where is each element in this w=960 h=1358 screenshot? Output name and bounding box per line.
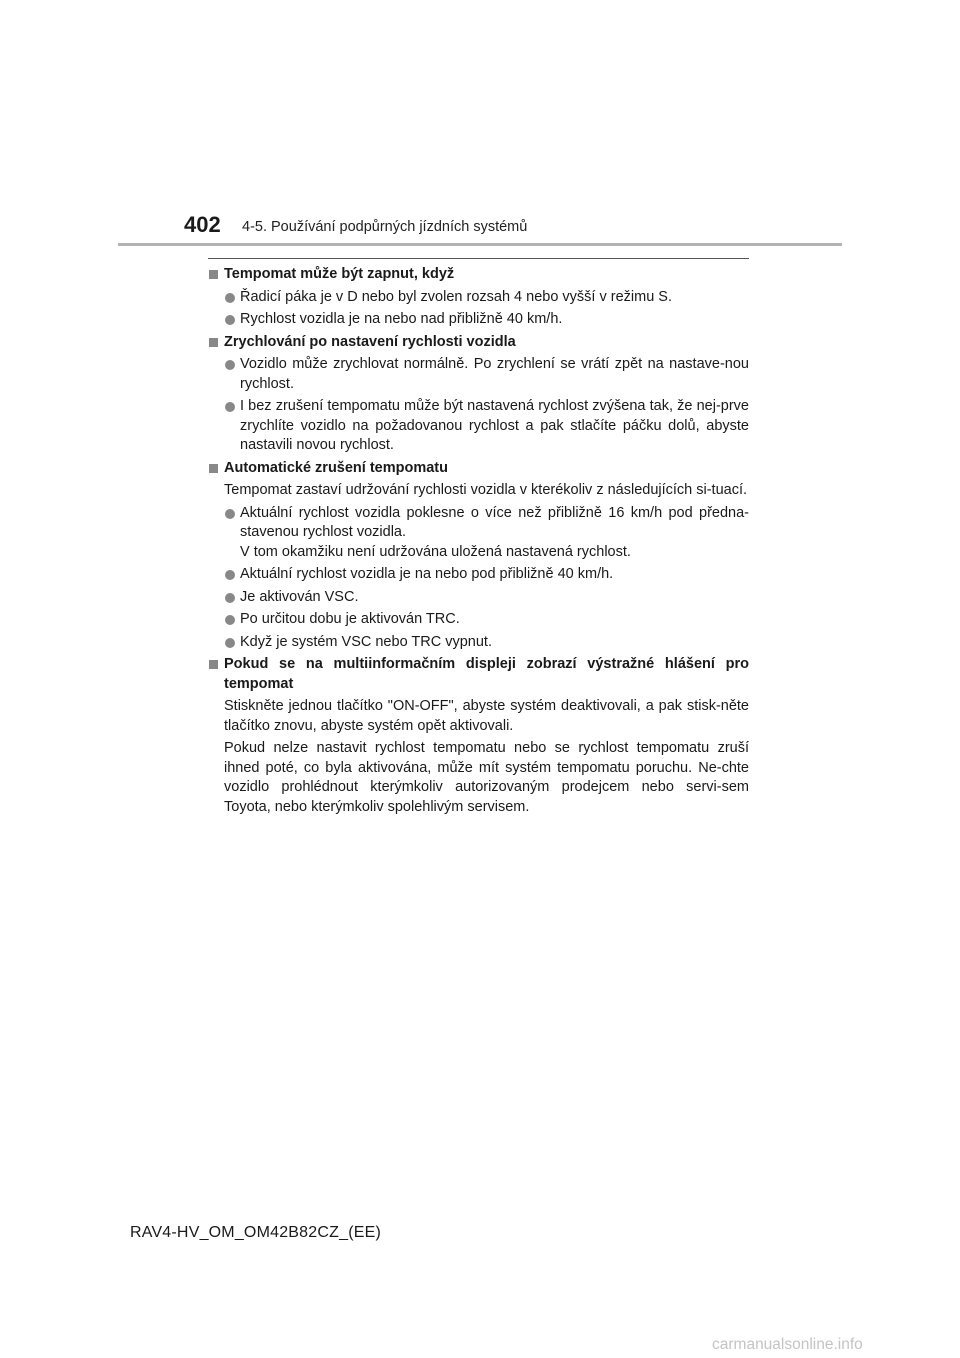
document-body: [208, 265, 749, 820]
page-header: [0, 0, 960, 250]
section: [208, 333, 749, 456]
list-item-line: Aktuální rychlost vozidla poklesne o více než přibližně 16 km/h pod předna-stavenou rychlost vozidla.: [240, 504, 749, 540]
section-paragraph: Stiskněte jednou tlačítko "ON-OFF", abyste systém deaktivovali, a pak stisk-něte tlačítko znovu, abyste systém opět aktivovali.: [224, 698, 749, 734]
list-item-text: [240, 504, 749, 563]
list-item-text: [240, 610, 749, 630]
circle-bullet-icon: [224, 588, 240, 608]
square-bullet-icon: [208, 333, 224, 353]
list-item: [224, 397, 749, 456]
list-item-line: Řadicí páka je v D nebo byl zvolen rozsah 4 nebo vyšší v režimu S.: [240, 288, 672, 305]
document-code: RAV4-HV_OM_OM42B82CZ_(EE): [130, 1224, 381, 1241]
list-item-text: [240, 288, 749, 308]
section-heading: [208, 333, 749, 353]
section-heading: [208, 459, 749, 479]
list-item-line: I bez zrušení tempomatu může být nastavená rychlost zvýšena tak, že nej-prve zrychlíte vozidlo na požadovanou rychlost a pak stlačíte páčku dolů, abyste nastavili novou rychlost.: [240, 398, 749, 453]
list-item-text: [240, 310, 749, 330]
list-item-line: V tom okamžiku není udržována uložená nastavená rychlost.: [240, 543, 631, 560]
circle-bullet-icon: [224, 397, 240, 456]
list-item: [224, 588, 749, 608]
list-item: [224, 565, 749, 585]
section-heading-text: Zrychlování po nastavení rychlosti vozidla: [224, 333, 516, 350]
list-item: [224, 288, 749, 308]
square-bullet-icon: [208, 655, 224, 694]
list-item-line: Aktuální rychlost vozidla je na nebo pod přibližně 40 km/h.: [240, 566, 614, 582]
list-item: [224, 310, 749, 330]
list-item: [224, 355, 749, 394]
section-heading: [208, 655, 749, 694]
content-divider: [208, 258, 749, 259]
list-item-line: Je aktivován VSC.: [240, 588, 359, 605]
circle-bullet-icon: [224, 565, 240, 585]
list-item-line: Vozidlo může zrychlovat normálně. Po zrychlení se vrátí zpět na nastave-nou rychlost.: [240, 356, 749, 392]
header-divider: [118, 243, 842, 246]
circle-bullet-icon: [224, 310, 240, 330]
list-item-text: [240, 588, 749, 608]
list-item: [224, 504, 749, 563]
circle-bullet-icon: [224, 504, 240, 563]
circle-bullet-icon: [224, 288, 240, 308]
section: [208, 265, 749, 330]
square-bullet-icon: [208, 459, 224, 479]
chapter-title: 4-5. Používání podpůrných jízdních systémů: [242, 219, 528, 235]
square-bullet-icon: [208, 265, 224, 285]
section-paragraph: Pokud nelze nastavit rychlost tempomatu nebo se rychlost tempomatu zruší ihned poté, co byla aktivována, může mít systém tempomatu poruchu. Ne-chte vozidlo prohlédnout kterýmkoliv autorizovaným prodejcem nebo servi-sem Toyota, nebo kterýmkoliv spolehlivým servisem.: [224, 740, 749, 815]
section: [208, 459, 749, 653]
circle-bullet-icon: [224, 633, 240, 653]
list-item-line: Když je systém VSC nebo TRC vypnut.: [240, 633, 492, 650]
section-paragraph: Tempomat zastaví udržování rychlosti vozidla v kterékoliv z následujících si-tuací.: [224, 482, 748, 498]
circle-bullet-icon: [224, 610, 240, 630]
page-number: 402: [184, 212, 221, 237]
section-heading-text: Automatické zrušení tempomatu: [224, 459, 448, 476]
list-item-text: [240, 397, 749, 456]
list-item: [224, 633, 749, 653]
list-item: [224, 610, 749, 630]
list-item-text: [240, 355, 749, 394]
section-heading-text: Tempomat může být zapnut, když: [224, 266, 455, 282]
list-item-text: [240, 633, 749, 653]
list-item-line: Po určitou dobu je aktivován TRC.: [240, 611, 460, 627]
circle-bullet-icon: [224, 355, 240, 394]
list-item-text: [240, 565, 749, 585]
section-heading-text: Pokud se na multiinformačním displeji zobrazí výstražné hlášení pro tempomat: [224, 656, 749, 692]
list-item-line: Rychlost vozidla je na nebo nad přibližně 40 km/h.: [240, 311, 563, 327]
section-heading: [208, 265, 749, 285]
watermark: carmanualsonline.info: [712, 1336, 863, 1353]
section: [208, 655, 749, 817]
